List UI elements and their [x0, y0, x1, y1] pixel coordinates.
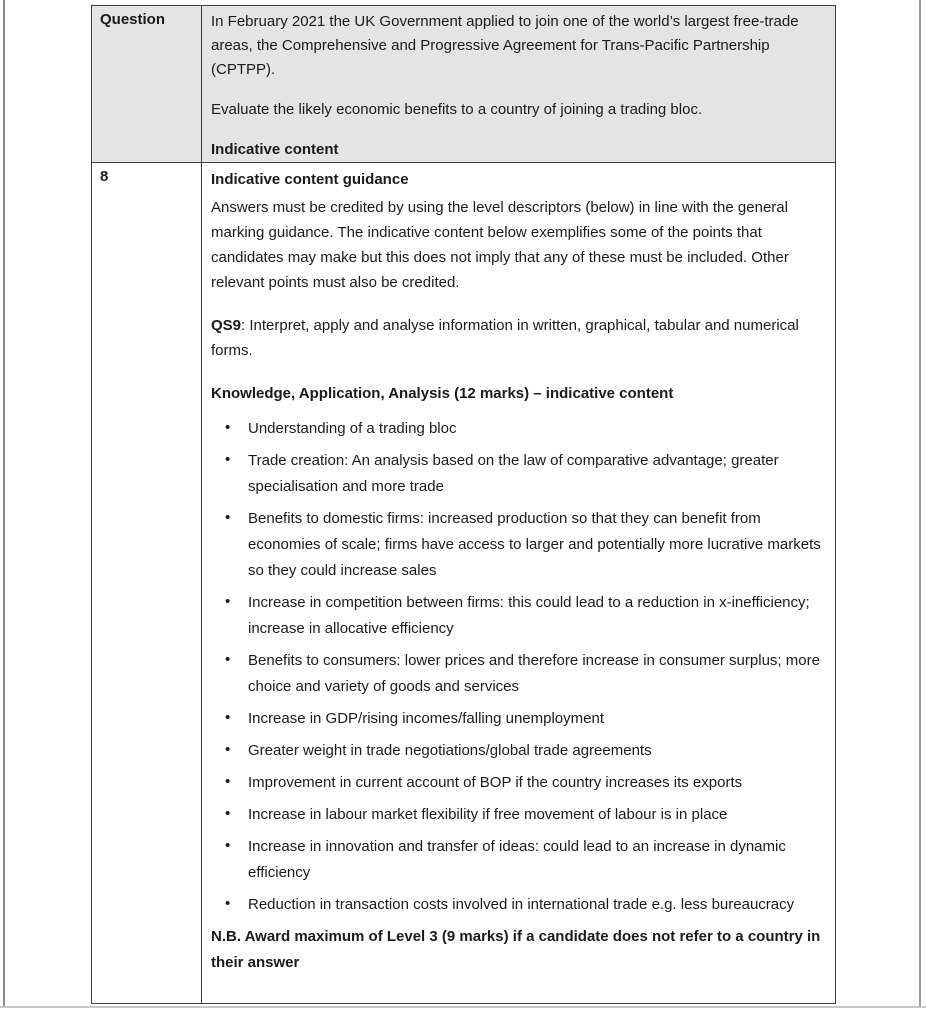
question-number: 8 [100, 168, 109, 185]
qs9-line [211, 313, 823, 363]
qs9-text: : Interpret, apply and analyse information in written, graphical, tabular and numerical forms. [211, 317, 799, 359]
bullet-item: • Increase in GDP/rising incomes/falling unemployment [211, 706, 823, 732]
question-paragraph-context: In February 2021 the UK Government applied to join one of the world’s largest free-trade areas, the Comprehensive and Progressive Agreement for Trans-Pacific Partnership (CPTPP). [211, 13, 799, 78]
qs9-label: QS9 [211, 317, 242, 334]
bullet-item: • Understanding of a trading bloc [211, 416, 823, 442]
page-bottom-edge [0, 1006, 926, 1008]
nb-note: N.B. Award maximum of Level 3 (9 marks) if a candidate does not refer to a country in their answer [211, 928, 821, 971]
indicative-bullet-list [211, 416, 823, 918]
page-left-edge [3, 0, 5, 1007]
bullet-item: • Reduction in transaction costs involved in international trade e.g. less bureaucracy [211, 892, 823, 918]
bullet-item: • Increase in competition between firms: this could lead to a reduction in x-inefficiency; increase in allocative efficiency [211, 590, 823, 642]
guidance-text: Answers must be credited by using the level descriptors (below) in line with the general marking guidance. The indicative content below exemplifies some of the points that candidates may make but this does not imply that any of these must be included. Other relevant points must also be credited. [211, 199, 789, 291]
guidance-heading: Indicative content guidance [211, 171, 409, 188]
page-right-edge [919, 0, 921, 1007]
bullet-item: • Increase in labour market flexibility if free movement of labour is in place [211, 802, 823, 828]
bullet-item: • Benefits to consumers: lower prices and therefore increase in consumer surplus; more choice and variety of goods and services [211, 648, 823, 700]
question-paragraph-task: Evaluate the likely economic benefits to a country of joining a trading bloc. [211, 101, 703, 118]
question-row [92, 6, 836, 163]
question-label: Question [100, 11, 166, 28]
indicative-content-subheading: Indicative content [211, 141, 339, 158]
bullet-item: • Trade creation: An analysis based on the law of comparative advantage; greater specialisation and more trade [211, 448, 823, 500]
question-label-cell [92, 6, 202, 163]
question-number-cell [92, 163, 202, 1004]
bullet-item: • Improvement in current account of BOP if the country increases its exports [211, 770, 823, 796]
answer-row [92, 163, 836, 1004]
question-text-cell [202, 6, 836, 163]
answer-content-cell [202, 163, 836, 1004]
mark-scheme-table [91, 5, 836, 1004]
bullet-item: • Increase in innovation and transfer of ideas: could lead to an increase in dynamic efficiency [211, 834, 823, 886]
bullet-item: • Greater weight in trade negotiations/global trade agreements [211, 738, 823, 764]
bullet-item: • Benefits to domestic firms: increased production so that they can benefit from economies of scale; firms have access to larger and potentially more lucrative markets so they could increase sales [211, 506, 823, 584]
kaa-heading: Knowledge, Application, Analysis (12 marks) – indicative content [211, 385, 674, 402]
